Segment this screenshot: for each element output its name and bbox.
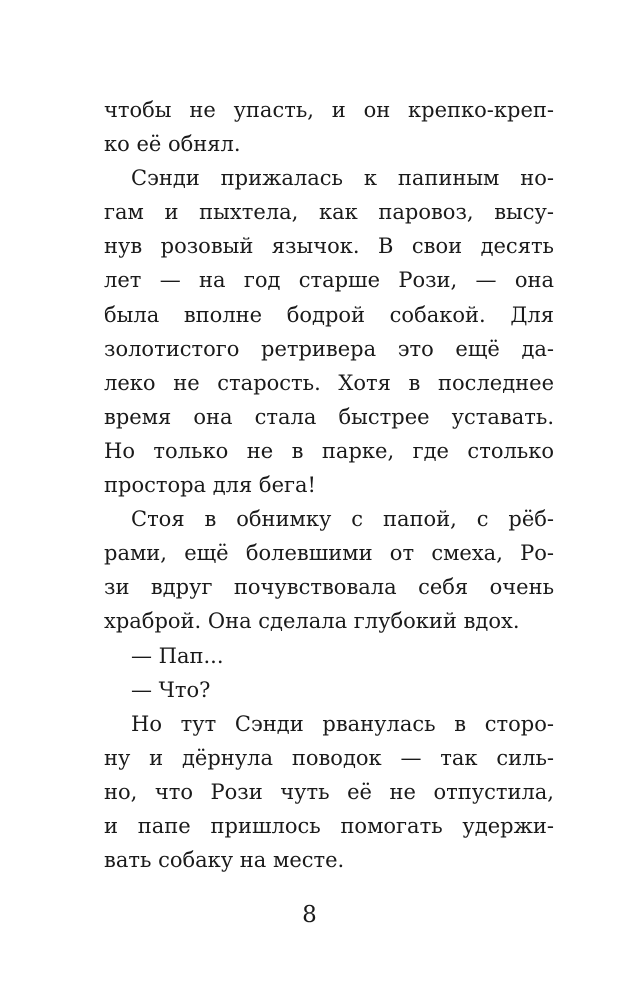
page-number: 8 <box>302 902 317 928</box>
text-line: гам и пыхтела, как паровоз, высу- <box>104 200 554 225</box>
text-line: зи вдруг почувствовала себя очень <box>104 575 554 600</box>
text-line: но, что Рози чуть её не отпустила, <box>104 779 554 804</box>
text-line: ну и дёрнула поводок — так силь- <box>104 745 554 770</box>
body-text <box>104 93 554 877</box>
text-line: рами, ещё болевшими от смеха, Ро- <box>104 541 554 566</box>
paragraph <box>104 161 554 502</box>
paragraph <box>104 639 554 673</box>
text-line: нув розовый язычок. В свои десять <box>104 234 554 259</box>
text-line: — Пап... <box>131 643 224 668</box>
text-line: золотистого ретривера это ещё да- <box>104 336 554 361</box>
text-line: вать собаку на месте. <box>104 848 345 873</box>
text-line: чтобы не упасть, и он крепко-креп- <box>104 98 554 122</box>
paragraph <box>104 673 554 707</box>
text-line: время она стала быстрее уставать. <box>104 404 554 429</box>
text-line: — Что? <box>131 677 211 702</box>
text-line: Но только не в парке, где столько <box>104 438 554 463</box>
text-line: леко не старость. Хотя в последнее <box>104 370 554 395</box>
text-line: храброй. Она сделала глубокий вдох. <box>104 609 520 634</box>
text-line: ко её обнял. <box>104 132 241 157</box>
text-line: и папе пришлось помогать удержи- <box>104 813 554 838</box>
paragraph <box>104 707 554 877</box>
text-line: Сэнди прижалась к папиным но- <box>131 166 554 191</box>
text-line: простора для бега! <box>104 473 316 498</box>
text-line: Стоя в обнимку с папой, с рёб- <box>131 507 554 532</box>
text-line: Но тут Сэнди рванулась в сторо- <box>131 711 554 736</box>
paragraph <box>104 502 554 638</box>
text-line: была вполне бодрой собакой. Для <box>104 302 554 327</box>
paragraph <box>104 93 554 161</box>
text-line: лет — на год старше Рози, — она <box>104 268 554 293</box>
